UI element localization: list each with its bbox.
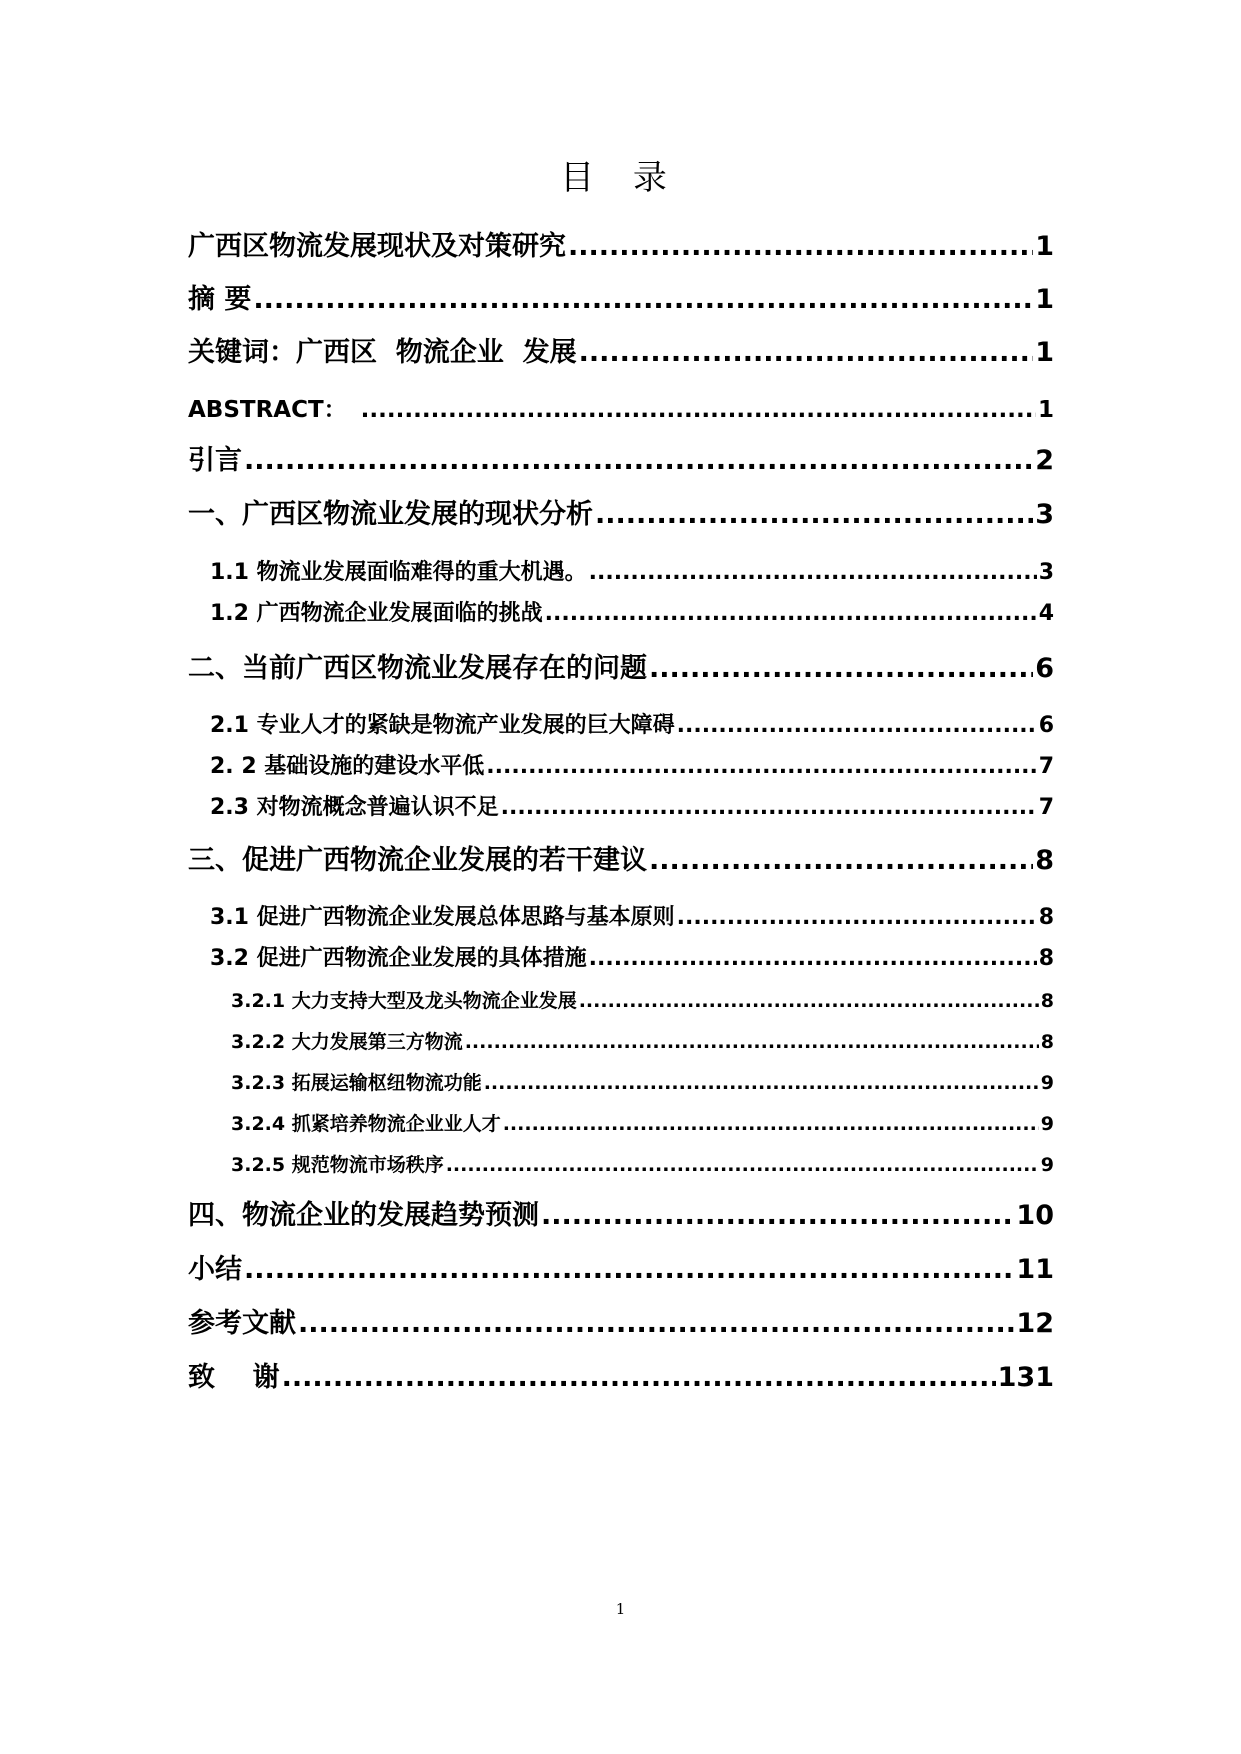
toc-entry[interactable] [231,1153,1054,1177]
toc-entry[interactable] [188,498,1054,532]
dot-leader [589,945,1037,973]
dot-leader [446,1153,1039,1177]
toc-entry[interactable] [188,336,1054,370]
dot-leader [503,1112,1039,1136]
toc-entry[interactable] [210,904,1054,932]
dot-leader [541,1199,1014,1233]
toc-entry-label: 引言 [188,445,242,476]
toc-entry-label: 3.2.1 大力支持大型及龙头物流企业发展 [231,990,577,1012]
toc-entry-label: 2.3 对物流概念普遍认识不足 [210,795,499,820]
dot-leader [649,652,1033,686]
toc-entry-page: 11 [1016,1254,1054,1285]
toc-entry[interactable] [188,395,1054,425]
dot-leader [282,1361,996,1395]
toc-entry-label: 关键词：广西区 物流企业 发展 [188,337,577,368]
dot-leader [677,712,1037,740]
toc-entry-page: 6 [1035,653,1054,684]
dot-leader [253,283,1033,317]
dot-leader [501,794,1037,822]
dot-leader [244,444,1033,478]
dot-leader [579,989,1039,1013]
toc-entry-label: 3.2.5 规范物流市场秩序 [231,1154,444,1176]
toc-entry[interactable] [188,1253,1054,1287]
toc-entry-label: 小结 [188,1254,242,1285]
dot-leader [298,1307,1014,1341]
toc-entry[interactable] [188,652,1054,686]
dot-leader [579,336,1034,370]
dot-leader [649,844,1033,878]
toc-entry-label: 一、广西区物流业发展的现状分析 [188,499,593,530]
toc-entry-label: 致 谢 [188,1362,280,1393]
toc-entry-label: 3.2 促进广西物流企业发展的具体措施 [210,946,587,971]
toc-entry[interactable] [188,1307,1054,1341]
toc-entry-label: ABSTRACT： [188,397,347,423]
toc-entry[interactable] [210,753,1054,781]
toc-entry-page: 8 [1038,905,1054,930]
toc-entry-label: 三、促进广西物流企业发展的若干建议 [188,845,647,876]
toc-entry-page: 1 [1035,284,1054,315]
page-title: 目 录 [560,158,681,198]
toc-entry-page: 9 [1040,1113,1054,1135]
dot-leader [589,559,1037,587]
toc-entry-page: 2 [1035,445,1054,476]
toc-entry-page: 1 [1037,397,1054,423]
toc-entry-label: 2. 2 基础设施的建设水平低 [210,754,485,779]
toc-entry-page: 8 [1040,1031,1054,1053]
dot-leader [568,230,1033,264]
toc-entry-label: 3.1 促进广西物流企业发展总体思路与基本原则 [210,905,675,930]
toc-entry[interactable] [188,283,1054,317]
toc-entry[interactable] [231,1030,1054,1054]
toc-entry[interactable] [188,1361,1054,1395]
toc-entry[interactable] [188,230,1054,264]
toc-entry-page: 12 [1016,1308,1054,1339]
dot-leader [595,498,1033,532]
toc-entry-page: 6 [1038,713,1054,738]
toc-entry[interactable] [210,945,1054,973]
toc-entry-label: 摘 要 [188,284,252,315]
toc-entry[interactable] [231,1112,1054,1136]
toc-entry-page: 1 [1035,231,1054,262]
toc-entry-label: 3.2.3 拓展运输枢纽物流功能 [231,1072,482,1094]
toc-entry[interactable] [210,600,1054,628]
toc-entry[interactable] [231,989,1054,1013]
toc-entry-label: 1.2 广西物流企业发展面临的挑战 [210,601,543,626]
toc-entry-label: 四、物流企业的发展趋势预测 [188,1200,539,1231]
dot-leader [545,600,1037,628]
dot-leader [486,753,1036,781]
toc-entry[interactable] [210,559,1054,587]
toc-entry-label: 二、当前广西区物流业发展存在的问题 [188,653,647,684]
toc-entry-page: 3 [1035,499,1054,530]
toc-entry-page: 9 [1040,1154,1054,1176]
toc-entry[interactable] [188,1199,1054,1233]
toc-entry[interactable] [210,712,1054,740]
toc-entry-label: 3.2.2 大力发展第三方物流 [231,1031,463,1053]
toc-entry-label: 参考文献 [188,1308,296,1339]
toc-entry-label: 1.1 物流业发展面临难得的重大机遇。 [210,560,587,585]
toc-entry-page: 3 [1038,560,1054,585]
toc-entry-page: 9 [1040,1072,1054,1094]
toc-entry-label: 2.1 专业人才的紧缺是物流产业发展的巨大障碍 [210,713,675,738]
page-number: 1 [615,1600,626,1618]
dot-leader [361,395,1036,425]
toc-entry-label: 3.2.4 抓紧培养物流企业业人才 [231,1113,501,1135]
dot-leader [484,1071,1039,1095]
toc-entry-page: 8 [1040,990,1054,1012]
dot-leader [465,1030,1039,1054]
dot-leader [244,1253,1014,1287]
toc-entry-page: 4 [1038,601,1054,626]
toc-entry-page: 1 [1035,337,1054,368]
dot-leader [677,904,1037,932]
toc-entry[interactable] [188,844,1054,878]
toc-entry-page: 8 [1035,845,1054,876]
toc-entry-page: 7 [1038,795,1054,820]
toc-entry-page: 131 [997,1362,1054,1393]
toc-entry[interactable] [188,444,1054,478]
toc-entry-page: 7 [1038,754,1054,779]
toc-entry-page: 10 [1016,1200,1054,1231]
toc-entry[interactable] [231,1071,1054,1095]
toc-entry-label: 广西区物流发展现状及对策研究 [188,231,566,262]
toc-entry-page: 8 [1038,946,1054,971]
toc-entry[interactable] [210,794,1054,822]
